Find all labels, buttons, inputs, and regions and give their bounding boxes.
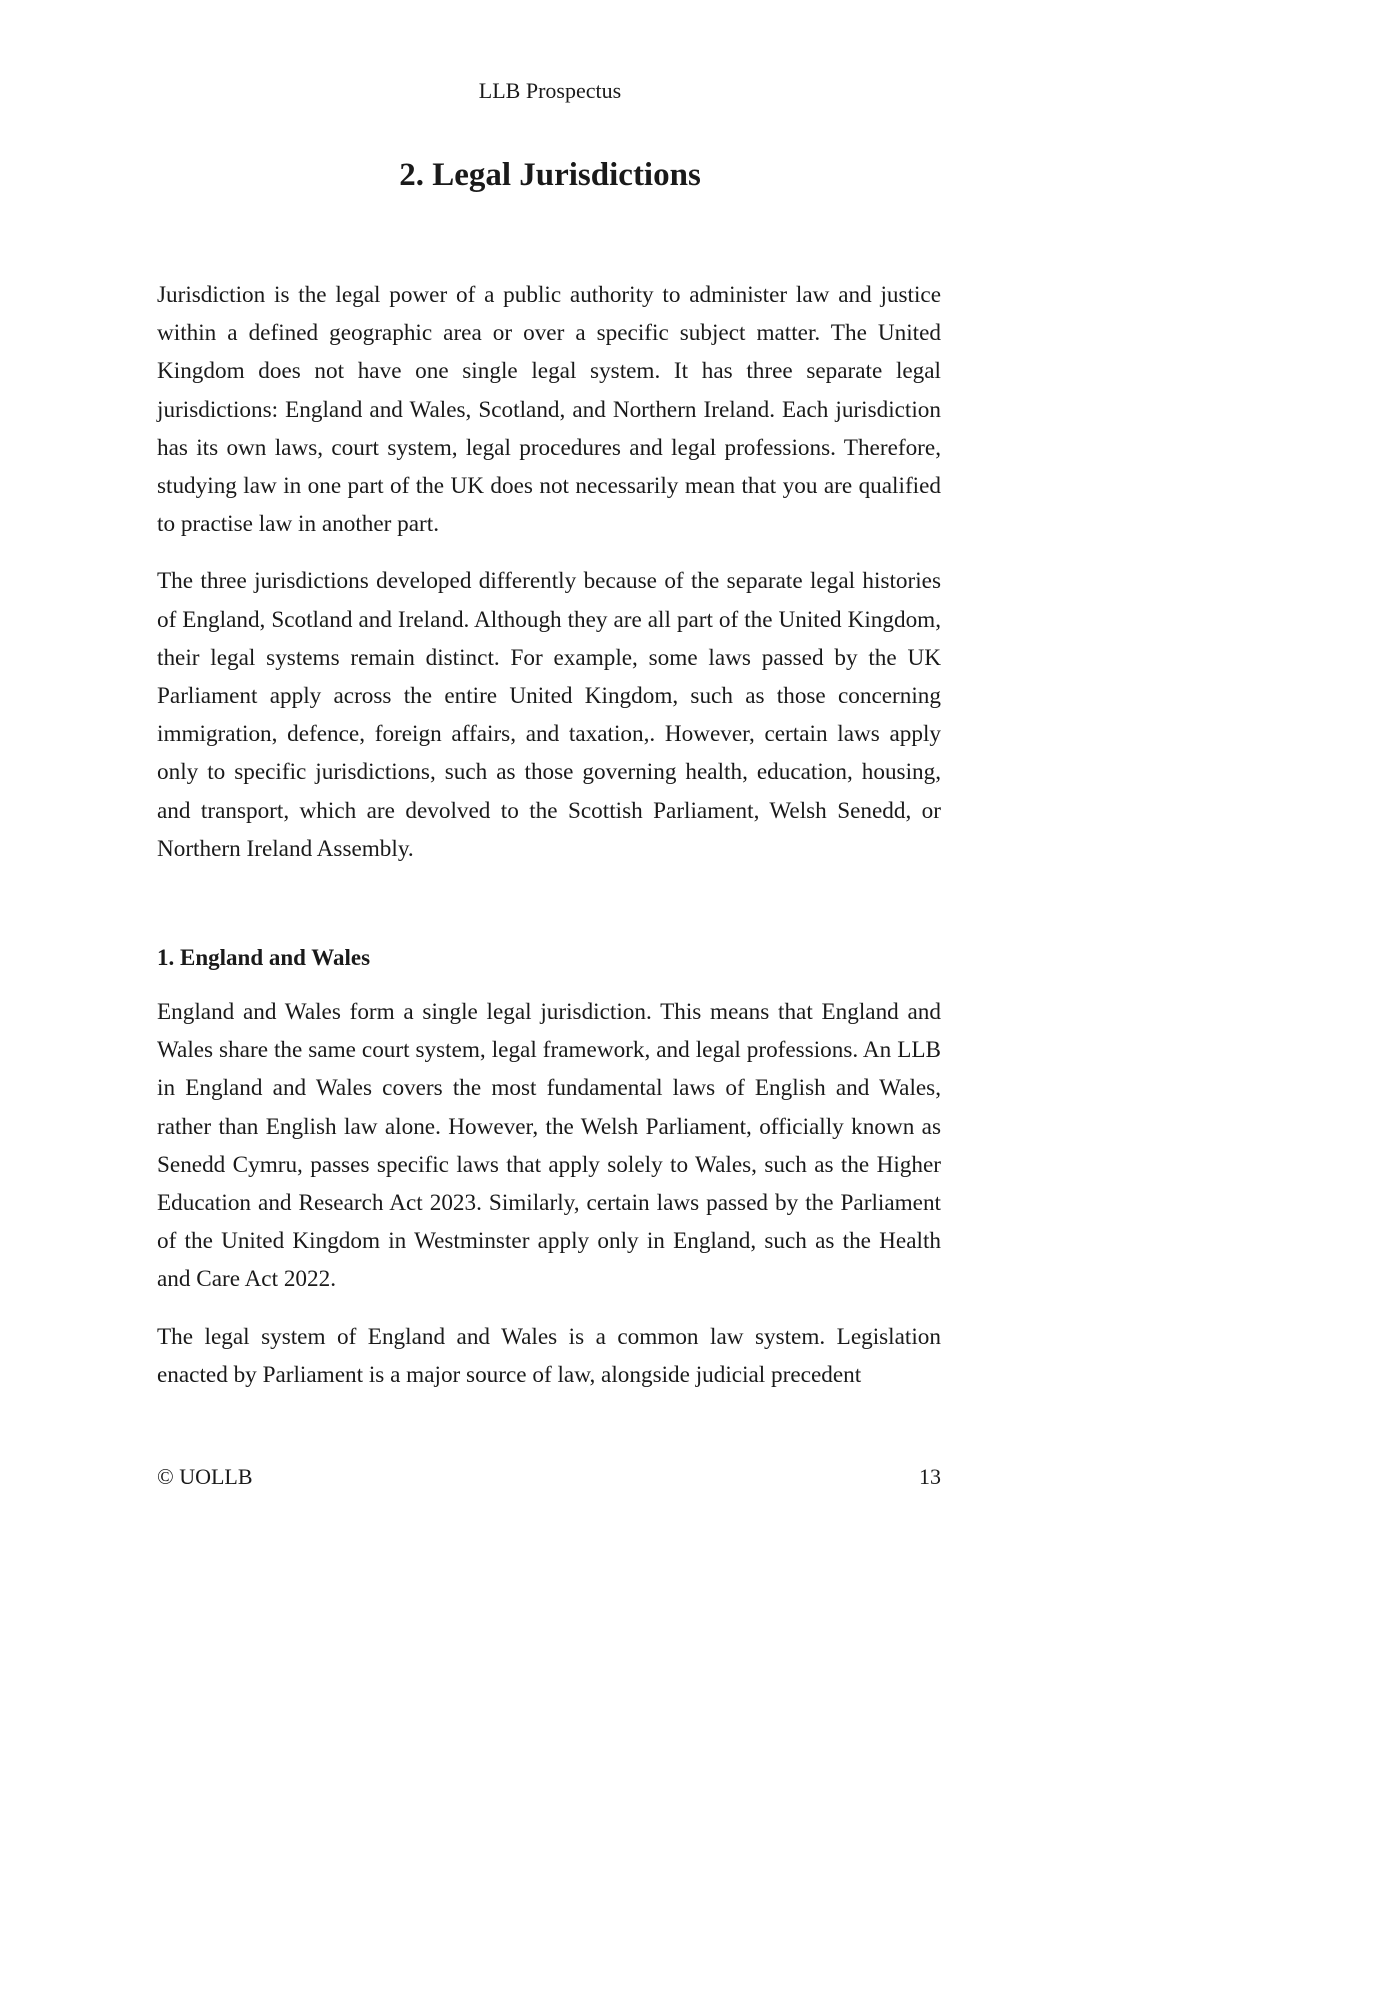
section-paragraph-2: The legal system of England and Wales is a common law system. Legislation enacted by Parliament is a major source of law, alongside judicial precedent <box>157 1323 941 1388</box>
footer-copyright: © UOLLB <box>157 1464 253 1489</box>
section-paragraph-1: England and Wales form a single legal jurisdiction. This means that England and Wales share the same court system, legal framework, and legal professions. An LLB in England and Wales covers the most fundamental laws of English and Wales, rather than English law alone. However, the Welsh Parliament, officially known as Senedd Cymru, passes specific laws that apply solely to Wales, such as the Higher Education and Research Act 2023. Similarly, certain laws passed by the Parliament of the United Kingdom in Westminster apply only in England, such as the Health and Care Act 2022. <box>157 999 941 1293</box>
intro-paragraph-2: The three jurisdictions developed differently because of the separate legal histories of England, Scotland and Ireland. Although they are all part of the United Kingdom, their legal systems remain distinct. For example, some laws passed by the UK Parliament apply across the entire United Kingdom, such as those concerning immigration, defence, foreign affairs, and taxation,. However, certain laws apply only to specific jurisdictions, such as those governing health, education, housing, and transport, which are devolved to the Scottish Parliament, Welsh Senedd, or Northern Ireland Assembly. <box>157 568 941 862</box>
section-heading: 1. England and Wales <box>157 945 371 971</box>
intro-paragraph-1: Jurisdiction is the legal power of a public authority to administer law and justice within a defined geographic area or over a specific subject matter. The United Kingdom does not have one single legal system. It has three separate legal jurisdictions: England and Wales, Scotland, and Northern Ireland. Each jurisdiction has its own laws, court system, legal procedures and legal professions. Therefore, studying law in one part of the UK does not necessarily mean that you are qualified to practise law in another part. <box>157 282 941 538</box>
running-header: LLB Prospectus <box>478 78 622 103</box>
body-content <box>157 276 941 1413</box>
footer-page-number: 13 <box>919 1464 941 1489</box>
chapter-title: 2. Legal Jurisdictions <box>399 157 701 193</box>
